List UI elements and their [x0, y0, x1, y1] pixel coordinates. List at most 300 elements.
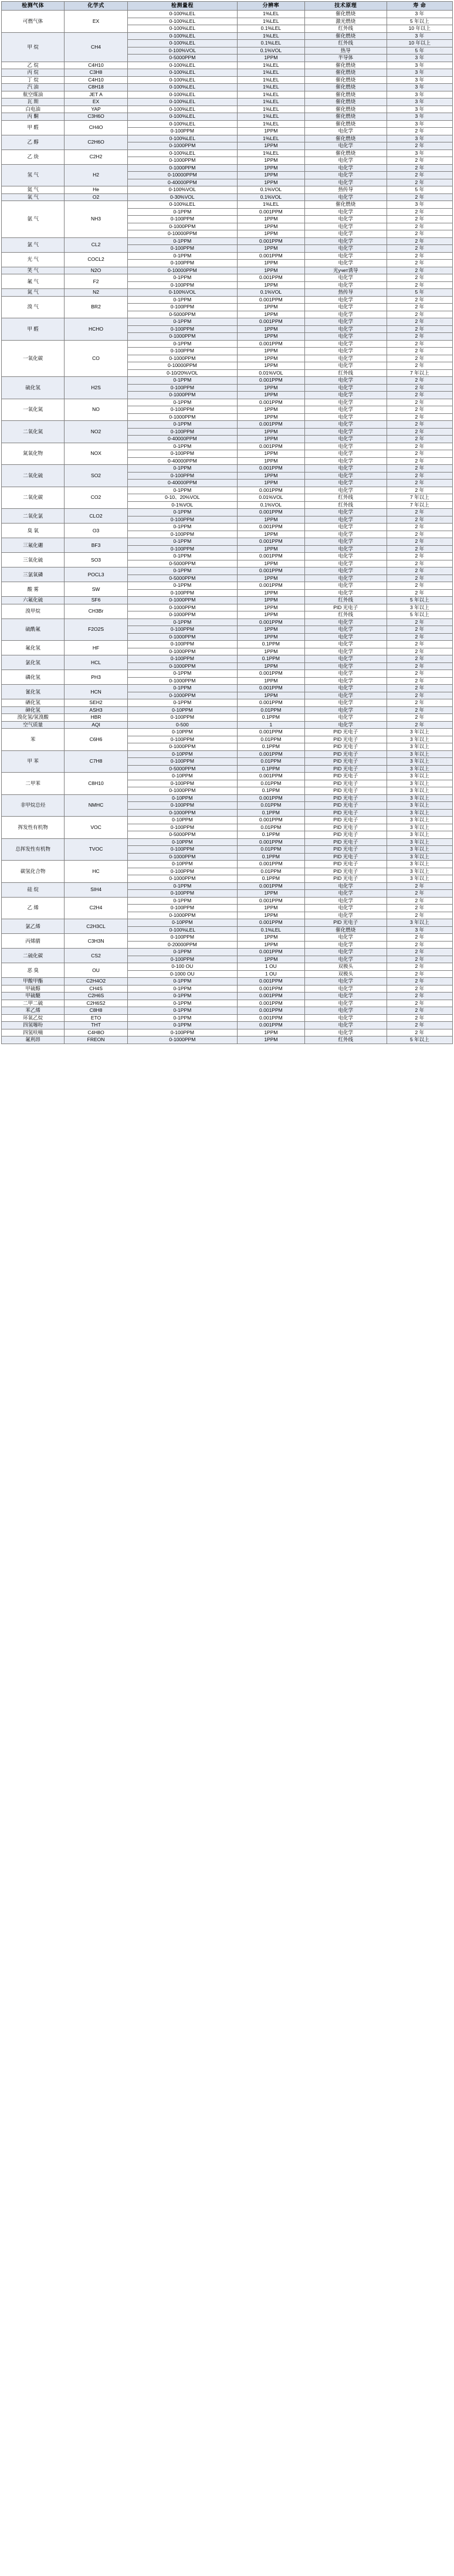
cell-gas: 六氟化硫 [2, 597, 65, 604]
cell-range: 0-100PPM [127, 304, 237, 311]
cell-resolution: 1PPM [237, 597, 304, 604]
cell-gas: 光 气 [2, 252, 65, 267]
cell-range: 0-40000PPM [127, 436, 237, 443]
cell-technology: 电化学 [304, 260, 387, 267]
cell-range: 0-40000PPM [127, 457, 237, 465]
cell-range: 0-100%LEL [127, 76, 237, 84]
cell-life: 7 年以上 [387, 369, 452, 377]
table-row [2, 985, 453, 993]
cell-range: 0-100%LEL [127, 32, 237, 40]
table-row [2, 1022, 453, 1029]
cell-life: 5 年以上 [387, 1036, 452, 1044]
cell-resolution: 1%LEL [237, 135, 304, 142]
table-row [2, 487, 453, 494]
cell-life: 2 年 [387, 399, 452, 406]
cell-technology: 电化学 [304, 142, 387, 150]
cell-technology: 电化学 [304, 524, 387, 531]
cell-life: 2 年 [387, 1000, 452, 1007]
cell-life: 3 年以上 [387, 604, 452, 611]
cell-resolution: 1PPM [237, 905, 304, 912]
cell-resolution: 0.001PPM [237, 465, 304, 473]
cell-resolution: 0.1%LEL [237, 926, 304, 934]
cell-range: 0-1PPM [127, 618, 237, 626]
cell-resolution: 1%LEL [237, 18, 304, 25]
cell-technology: 催化燃烧 [304, 135, 387, 142]
cell-resolution: 1PPM [237, 128, 304, 135]
cell-gas: 氯乙烯 [2, 919, 65, 934]
cell-technology: 电化学 [304, 362, 387, 370]
cell-range: 0-100%LEL [127, 69, 237, 77]
cell-gas: 甲 苯 [2, 750, 65, 773]
table-row [2, 201, 453, 209]
cell-life: 2 年 [387, 641, 452, 648]
cell-resolution: 0.001PPM [237, 399, 304, 406]
cell-technology: 电化学 [304, 685, 387, 692]
cell-technology: 电化学 [304, 706, 387, 714]
cell-technology: 催化燃烧 [304, 98, 387, 106]
cell-range: 0-10PPM [127, 817, 237, 824]
cell-range: 0-10PPM [127, 919, 237, 927]
cell-formula: THT [65, 1022, 127, 1029]
cell-technology: 电化学 [304, 677, 387, 685]
cell-formula: CLO2 [65, 509, 127, 524]
cell-resolution: 0.1PPM [237, 831, 304, 839]
cell-gas: 氮氧化物 [2, 443, 65, 465]
cell-formula: H2S [65, 377, 127, 399]
cell-technology: 催化燃烧 [304, 69, 387, 77]
cell-technology: 双极头 [304, 963, 387, 971]
cell-gas: 碳氢化合物 [2, 861, 65, 883]
cell-technology: 电化学 [304, 457, 387, 465]
table-row [2, 98, 453, 106]
cell-technology: 电化学 [304, 655, 387, 663]
cell-life: 3 年 [387, 91, 452, 98]
cell-technology: 电化学 [304, 472, 387, 480]
cell-technology: 电化学 [304, 941, 387, 949]
table-row [2, 978, 453, 985]
cell-life: 2 年 [387, 413, 452, 421]
cell-gas: 二氧化硫 [2, 465, 65, 487]
cell-resolution: 1PPM [237, 311, 304, 318]
cell-life: 3 年以上 [387, 846, 452, 854]
cell-range: 0-1PPM [127, 993, 237, 1000]
cell-formula: He [65, 186, 127, 194]
cell-resolution: 1PPM [237, 164, 304, 172]
table-row [2, 861, 453, 868]
cell-technology: 电化学 [304, 1007, 387, 1015]
cell-life: 2 年 [387, 179, 452, 186]
cell-technology: 催化燃烧 [304, 926, 387, 934]
cell-technology: 催化燃烧 [304, 201, 387, 209]
cell-life: 3 年 [387, 76, 452, 84]
cell-resolution: 0.1%LEL [237, 40, 304, 47]
cell-life: 2 年 [387, 274, 452, 282]
cell-range: 0-100PPM [127, 714, 237, 722]
cell-gas: 二硫化碳 [2, 949, 65, 963]
cell-life: 2 年 [387, 956, 452, 963]
cell-resolution: 0.1PPM [237, 787, 304, 795]
cell-life: 3 年 [387, 201, 452, 209]
cell-resolution: 1PPM [237, 436, 304, 443]
cell-technology: 催化燃烧 [304, 32, 387, 40]
cell-formula: C2H3CL [65, 919, 127, 934]
cell-range: 0-30%VOL [127, 193, 237, 201]
cell-range: 0-5000PPM [127, 560, 237, 567]
cell-technology: 电化学 [304, 912, 387, 919]
cell-technology: 电化学 [304, 978, 387, 985]
cell-technology: 电化学 [304, 252, 387, 260]
cell-gas: 氦 气 [2, 186, 65, 194]
cell-life: 2 年 [387, 970, 452, 978]
cell-technology: 电化学 [304, 626, 387, 634]
cell-life: 2 年 [387, 633, 452, 641]
cell-range: 0-100%VOL [127, 186, 237, 194]
cell-technology: 电化学 [304, 392, 387, 399]
cell-life: 10 年以上 [387, 25, 452, 33]
cell-life: 5 年以上 [387, 18, 452, 25]
cell-gas: 砷化氢 [2, 706, 65, 714]
cell-life: 2 年 [387, 318, 452, 326]
cell-resolution: 0.001PPM [237, 978, 304, 985]
cell-formula: SF6 [65, 597, 127, 604]
cell-life: 3 年 [387, 55, 452, 62]
cell-formula: HC [65, 861, 127, 883]
table-row [2, 76, 453, 84]
cell-gas: 二氧化氯 [2, 509, 65, 524]
table-row [2, 149, 453, 157]
cell-life: 2 年 [387, 406, 452, 414]
cell-resolution: 0.001PPM [237, 773, 304, 780]
cell-technology: 红外线 [304, 611, 387, 619]
cell-life: 2 年 [387, 897, 452, 905]
cell-life: 3 年以上 [387, 758, 452, 766]
cell-technology: 电化学 [304, 567, 387, 575]
cell-range: 0-100PPM [127, 956, 237, 963]
cell-technology: 电化学 [304, 560, 387, 567]
cell-technology: PID 光电子 [304, 875, 387, 883]
cell-life: 3 年以上 [387, 861, 452, 868]
cell-gas: 甲 醛 [2, 120, 65, 135]
cell-resolution: 1PPM [237, 677, 304, 685]
cell-formula: HCN [65, 685, 127, 699]
cell-resolution: 0.001PPM [237, 208, 304, 216]
cell-resolution: 0.001PPM [237, 252, 304, 260]
table-row [2, 524, 453, 531]
cell-resolution: 1%LEL [237, 149, 304, 157]
cell-technology: PID 光电子 [304, 853, 387, 861]
cell-formula: NMHC [65, 794, 127, 817]
cell-formula: FREON [65, 1036, 127, 1044]
cell-range: 0-100%LEL [127, 62, 237, 69]
cell-gas: 氯化氢 [2, 655, 65, 670]
cell-life: 3 年以上 [387, 794, 452, 802]
cell-technology: 电化学 [304, 406, 387, 414]
cell-technology: 电化学 [304, 882, 387, 890]
cell-range: 0-100PPM [127, 626, 237, 634]
cell-resolution: 1%LEL [237, 120, 304, 128]
cell-range: 0-10PPM [127, 838, 237, 846]
cell-technology: 催化燃烧 [304, 113, 387, 121]
cell-gas: 甲 醛 [2, 318, 65, 341]
cell-formula: CH3Br [65, 604, 127, 618]
cell-life: 3 年 [387, 120, 452, 128]
cell-range: 0-1PPM [127, 1007, 237, 1015]
cell-life: 2 年 [387, 721, 452, 729]
cell-range: 0-1000PPM [127, 142, 237, 150]
cell-range: 0-10PPM [127, 861, 237, 868]
cell-resolution: 0.1PPM [237, 809, 304, 817]
cell-technology: 电化学 [304, 897, 387, 905]
cell-formula: HCHO [65, 318, 127, 341]
cell-life: 3 年以上 [387, 824, 452, 831]
cell-gas: 溴 气 [2, 296, 65, 318]
cell-life: 3 年以上 [387, 838, 452, 846]
cell-technology: 电化学 [304, 325, 387, 333]
cell-range: 0-1PPM [127, 949, 237, 956]
cell-technology: 电化学 [304, 245, 387, 253]
cell-range: 0-100PPM [127, 780, 237, 787]
cell-gas: 二甲二硫 [2, 1000, 65, 1007]
cell-formula: C8H18 [65, 84, 127, 91]
cell-range: 0-1000PPM [127, 223, 237, 230]
cell-life: 2 年 [387, 223, 452, 230]
cell-resolution: 1PPM [237, 392, 304, 399]
cell-gas: 乙 醇 [2, 135, 65, 149]
cell-formula: AQI [65, 721, 127, 729]
cell-life: 3 年以上 [387, 802, 452, 810]
table-row [2, 1007, 453, 1015]
col-technology: 技术原理 [304, 2, 387, 11]
cell-range: 0-100PPM [127, 846, 237, 854]
cell-life: 3 年 [387, 98, 452, 106]
cell-technology: 电化学 [304, 714, 387, 722]
cell-technology: PID 光电子 [304, 861, 387, 868]
cell-gas: 臭 氧 [2, 524, 65, 538]
cell-gas: 丙烯腈 [2, 934, 65, 949]
cell-technology: 红外线 [304, 25, 387, 33]
table-row [2, 773, 453, 780]
cell-resolution: 1%LEL [237, 32, 304, 40]
cell-resolution: 0.001PPM [237, 985, 304, 993]
cell-life: 2 年 [387, 392, 452, 399]
cell-technology: PID 光电子 [304, 758, 387, 766]
table-row [2, 553, 453, 560]
cell-technology: 催化燃烧 [304, 11, 387, 18]
cell-resolution: 0.01PPM [237, 802, 304, 810]
table-row [2, 838, 453, 846]
cell-range: 0-10000PPM [127, 172, 237, 179]
cell-technology: 光учет诱导 [304, 267, 387, 274]
cell-formula: CO2 [65, 487, 127, 509]
cell-technology: 电化学 [304, 956, 387, 963]
table-row [2, 106, 453, 113]
cell-formula: ETO [65, 1014, 127, 1022]
cell-technology: 电化学 [304, 648, 387, 655]
cell-life: 3 年以上 [387, 853, 452, 861]
cell-resolution: 0.001PPM [237, 274, 304, 282]
cell-range: 0-1000PPM [127, 597, 237, 604]
cell-technology: 电化学 [304, 318, 387, 326]
cell-resolution: 0.001PPM [237, 443, 304, 450]
cell-technology: PID 光电子 [304, 604, 387, 611]
table-row [2, 11, 453, 18]
table-row [2, 509, 453, 516]
cell-formula: SIH4 [65, 882, 127, 897]
cell-technology: 电化学 [304, 384, 387, 392]
cell-formula: O2 [65, 193, 127, 201]
cell-formula: VOC [65, 817, 127, 839]
cell-range: 0-1PPM [127, 252, 237, 260]
cell-life: 3 年 [387, 135, 452, 142]
cell-resolution: 1PPM [237, 560, 304, 567]
cell-technology: 电化学 [304, 516, 387, 524]
cell-life: 3 年以上 [387, 868, 452, 875]
cell-life: 3 年以上 [387, 780, 452, 787]
cell-life: 2 年 [387, 193, 452, 201]
cell-range: 0-100PPM [127, 531, 237, 538]
cell-technology: 电化学 [304, 480, 387, 487]
cell-formula: HCL [65, 655, 127, 670]
cell-range: 0-1PPM [127, 670, 237, 678]
table-row [2, 538, 453, 546]
cell-resolution: 1%LEL [237, 98, 304, 106]
cell-gas: 白电油 [2, 106, 65, 113]
table-row [2, 120, 453, 128]
cell-formula: C2H2 [65, 149, 127, 164]
table-row [2, 296, 453, 304]
cell-technology: PID 光电子 [304, 802, 387, 810]
cell-formula: H2 [65, 164, 127, 186]
cell-gas: 空气质量 [2, 721, 65, 729]
cell-range: 0-1PPM [127, 340, 237, 348]
cell-life: 5 年以上 [387, 597, 452, 604]
cell-resolution: 1PPM [237, 142, 304, 150]
cell-life: 2 年 [387, 333, 452, 341]
table-body [2, 11, 453, 1044]
cell-gas: 四氢噻吩 [2, 1022, 65, 1029]
cell-resolution: 1PPM [237, 934, 304, 942]
cell-gas: 可燃气体 [2, 11, 65, 33]
cell-technology: 电化学 [304, 589, 387, 597]
table-row [2, 618, 453, 626]
cell-life: 3 年 [387, 11, 452, 18]
cell-resolution: 1%LEL [237, 113, 304, 121]
table-row [2, 706, 453, 714]
cell-range: 0-1%VOL [127, 501, 237, 509]
cell-life: 3 年 [387, 69, 452, 77]
cell-technology: 电化学 [304, 509, 387, 516]
cell-resolution: 1%LEL [237, 62, 304, 69]
cell-range: 0-100%LEL [127, 18, 237, 25]
cell-technology: 电化学 [304, 443, 387, 450]
cell-technology: 红外线 [304, 494, 387, 502]
cell-formula: ASH3 [65, 706, 127, 714]
cell-range: 0-1PPM [127, 699, 237, 707]
cell-technology: PID 光电子 [304, 773, 387, 780]
cell-technology: 电化学 [304, 993, 387, 1000]
cell-life: 2 年 [387, 912, 452, 919]
cell-range: 0-100PPM [127, 589, 237, 597]
cell-gas: 酸 雾 [2, 582, 65, 597]
cell-resolution: 0.01%VOL [237, 369, 304, 377]
cell-range: 0-5000PPM [127, 765, 237, 773]
col-resolution: 分辨率 [237, 2, 304, 11]
cell-resolution: 1PPM [237, 912, 304, 919]
cell-formula: C3H6O [65, 113, 127, 121]
cell-technology: 电化学 [304, 699, 387, 707]
cell-gas: 汽 油 [2, 84, 65, 91]
cell-resolution: 0.001PPM [237, 919, 304, 927]
cell-gas: 二氧化氮 [2, 421, 65, 443]
cell-formula: N2O [65, 267, 127, 274]
cell-life: 3 年 [387, 926, 452, 934]
cell-life: 2 年 [387, 993, 452, 1000]
cell-range: 0-1PPM [127, 377, 237, 385]
cell-technology: 电化学 [304, 172, 387, 179]
cell-resolution: 1PPM [237, 648, 304, 655]
cell-technology: PID 光电子 [304, 831, 387, 839]
table-row [2, 267, 453, 274]
cell-range: 0-1PPM [127, 524, 237, 531]
cell-life: 2 年 [387, 362, 452, 370]
cell-life: 2 年 [387, 516, 452, 524]
cell-resolution: 1PPM [237, 428, 304, 436]
cell-technology: 电化学 [304, 934, 387, 942]
cell-resolution: 0.01%VOL [237, 494, 304, 502]
cell-resolution: 1PPM [237, 384, 304, 392]
cell-resolution: 0.001PPM [237, 1014, 304, 1022]
cell-life: 5 年 [387, 186, 452, 194]
cell-range: 0-100PPM [127, 472, 237, 480]
cell-resolution: 1PPM [237, 1029, 304, 1036]
cell-formula: NO2 [65, 421, 127, 443]
cell-technology: 电化学 [304, 692, 387, 699]
table-row [2, 729, 453, 736]
cell-life: 2 年 [387, 1029, 452, 1036]
cell-technology: 半导体 [304, 55, 387, 62]
cell-technology: 电化学 [304, 553, 387, 560]
cell-technology: 电化学 [304, 985, 387, 993]
cell-formula: SW [65, 582, 127, 597]
cell-resolution: 0.1PPM [237, 743, 304, 751]
cell-life: 2 年 [387, 670, 452, 678]
cell-gas: 硫酰氟 [2, 618, 65, 641]
cell-range: 0-1000PPM [127, 692, 237, 699]
cell-formula: BF3 [65, 538, 127, 553]
cell-technology: PID 光电子 [304, 838, 387, 846]
cell-resolution: 1PPM [237, 348, 304, 355]
cell-life: 3 年以上 [387, 831, 452, 839]
table-header [2, 2, 453, 11]
cell-resolution: 1PPM [237, 55, 304, 62]
cell-formula: SEH2 [65, 699, 127, 707]
cell-formula: EX [65, 11, 127, 33]
table-row [2, 135, 453, 142]
cell-life: 2 年 [387, 524, 452, 531]
table-row [2, 934, 453, 942]
cell-technology: 电化学 [304, 633, 387, 641]
cell-life: 2 年 [387, 281, 452, 289]
table-row [2, 32, 453, 40]
cell-gas: 乙 炔 [2, 149, 65, 164]
cell-range: 0-10PPM [127, 794, 237, 802]
cell-gas: 甲硫醇 [2, 985, 65, 993]
cell-life: 5 年以上 [387, 611, 452, 619]
cell-formula: CL2 [65, 237, 127, 252]
cell-range: 0-100%LEL [127, 113, 237, 121]
cell-life: 3 年以上 [387, 750, 452, 758]
table-row [2, 699, 453, 707]
